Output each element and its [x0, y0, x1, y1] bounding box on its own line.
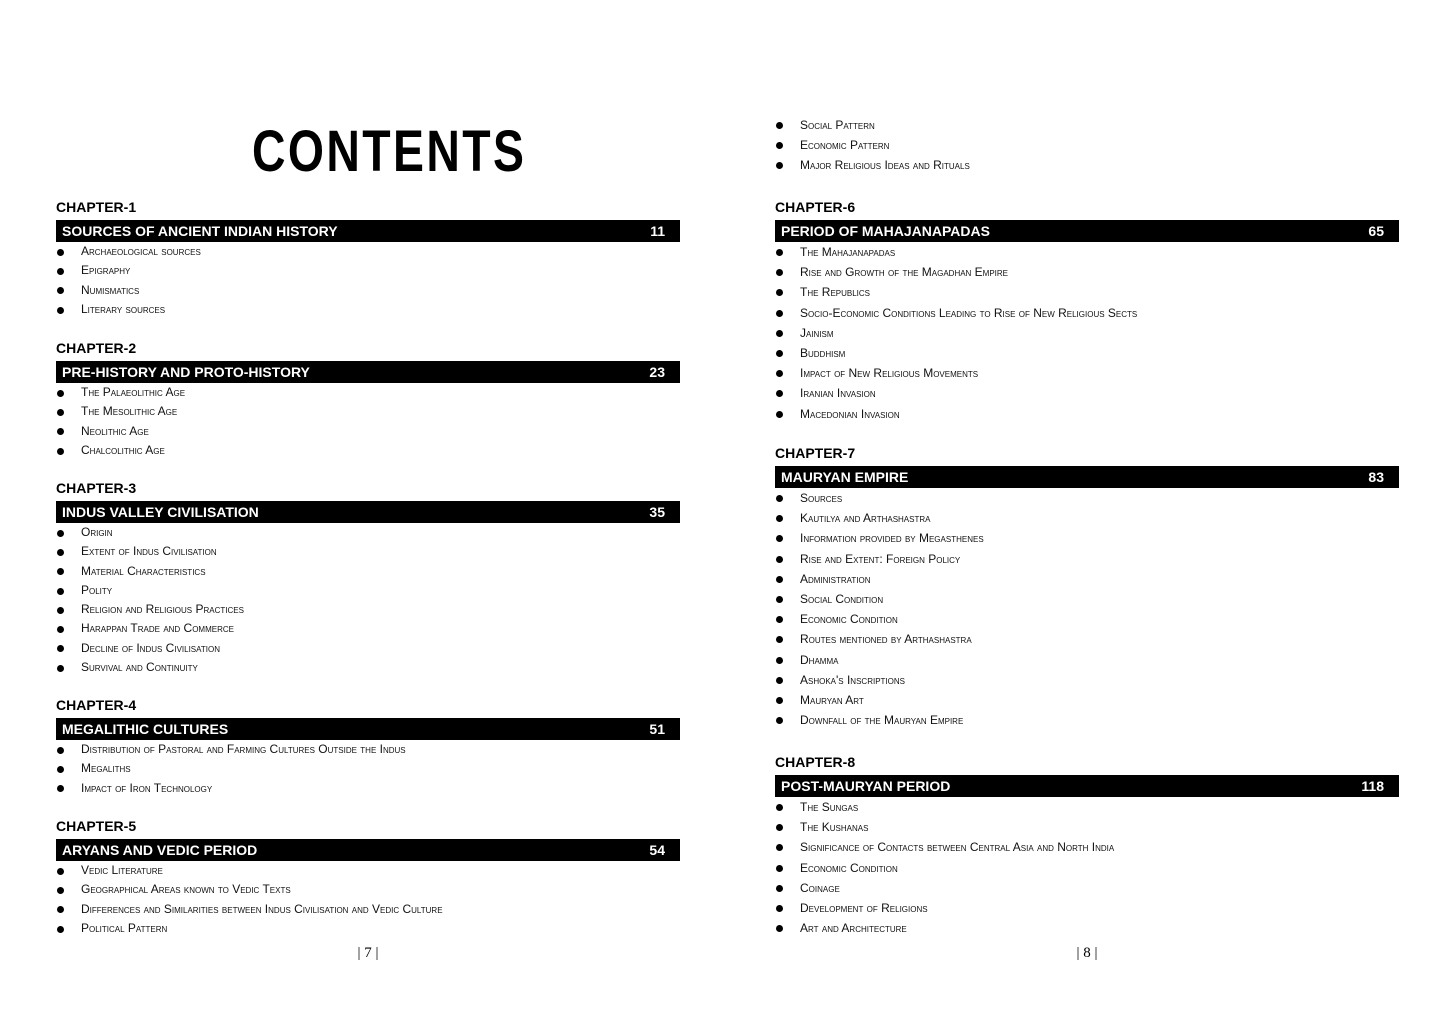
topic-item: Impact of Iron Technology — [56, 779, 680, 798]
topic-item: Ashoka's Inscriptions — [775, 670, 1399, 690]
topic-item: Iranian Invasion — [775, 383, 1399, 403]
continued-topic-list — [775, 115, 970, 176]
topic-item: Macedonian Invasion — [775, 404, 1399, 424]
chapter-section — [56, 199, 680, 319]
topic-item: Extent of Indus Civilisation — [56, 542, 680, 561]
chapter-title: PRE-HISTORY AND PROTO-HISTORY — [62, 364, 310, 380]
chapter-title-bar[interactable] — [56, 220, 680, 242]
topic-item: Social Pattern — [775, 115, 970, 135]
chapter-section — [775, 199, 1399, 424]
topic-item: Economic Pattern — [775, 135, 970, 155]
chapter-title-bar[interactable] — [775, 220, 1399, 242]
chapter-page-number: 54 — [649, 842, 665, 858]
topic-item: The Kushanas — [775, 817, 1399, 837]
chapter-title: ARYANS AND VEDIC PERIOD — [62, 842, 258, 858]
chapter-page-number: 118 — [1361, 778, 1384, 794]
topic-item: Art and Architecture — [775, 918, 1399, 938]
topic-item: Downfall of the Mauryan Empire — [775, 710, 1399, 730]
chapter-label: CHAPTER-5 — [56, 818, 137, 834]
topic-item: Information provided by Megasthenes — [775, 528, 1399, 548]
topic-list — [775, 242, 1399, 424]
chapter-page-number: 51 — [649, 721, 665, 737]
chapter-title: MEGALITHIC CULTURES — [62, 721, 229, 737]
topic-item: Origin — [56, 523, 680, 542]
chapter-title: POST-MAURYAN PERIOD — [781, 778, 951, 794]
topic-list — [56, 383, 680, 460]
topic-item: Economic Condition — [775, 609, 1399, 629]
topic-item: Coinage — [775, 878, 1399, 898]
chapter-title-bar[interactable] — [775, 466, 1399, 488]
topic-item: Economic Condition — [775, 858, 1399, 878]
topic-item: Socio-Economic Conditions Leading to Rise of New Religious Sects — [775, 303, 1399, 323]
chapter-section — [56, 480, 680, 677]
topic-item: Kautilya and Arthashastra — [775, 508, 1399, 528]
chapter-page-number: 65 — [1368, 223, 1384, 239]
topic-item: Archaeological sources — [56, 242, 680, 261]
topic-item: Numismatics — [56, 281, 680, 300]
chapter-section — [775, 754, 1399, 938]
topic-item: Religion and Religious Practices — [56, 600, 680, 619]
topic-item: Social Condition — [775, 589, 1399, 609]
topic-list — [56, 740, 680, 798]
chapter-section — [56, 697, 680, 798]
topic-item: Dhamma — [775, 650, 1399, 670]
chapter-label: CHAPTER-1 — [56, 199, 137, 215]
topic-item: Routes mentioned by Arthashastra — [775, 629, 1399, 649]
topic-item: Megaliths — [56, 759, 680, 778]
topic-item: Buddhism — [775, 343, 1399, 363]
chapter-section — [56, 818, 680, 938]
chapter-title: PERIOD OF MAHAJANAPADAS — [781, 223, 990, 239]
chapter-label: CHAPTER-2 — [56, 340, 137, 356]
chapter-title-bar[interactable] — [56, 718, 680, 740]
topic-item: Decline of Indus Civilisation — [56, 639, 680, 658]
chapter-title: INDUS VALLEY CIVILISATION — [62, 504, 259, 520]
chapter-title-bar[interactable] — [56, 501, 680, 523]
topic-item: Sources — [775, 488, 1399, 508]
topic-item: Geographical Areas known to Vedic Texts — [56, 880, 680, 899]
chapter-section — [775, 445, 1399, 730]
topic-list — [56, 861, 680, 938]
topic-item: The Mahajanapadas — [775, 242, 1399, 262]
topic-item: Distribution of Pastoral and Farming Cultures Outside the Indus — [56, 740, 680, 759]
topic-item: Impact of New Religious Movements — [775, 363, 1399, 383]
chapter-page-number: 35 — [649, 504, 665, 520]
chapter-label: CHAPTER-6 — [775, 199, 856, 215]
chapter-page-number: 23 — [649, 364, 665, 380]
topic-item: Material Characteristics — [56, 562, 680, 581]
topic-item: The Palaeolithic Age — [56, 383, 680, 402]
chapter-title: SOURCES OF ANCIENT INDIAN HISTORY — [62, 223, 338, 239]
chapter-label: CHAPTER-7 — [775, 445, 856, 461]
topic-item: Neolithic Age — [56, 422, 680, 441]
topic-item: Survival and Continuity — [56, 658, 680, 677]
topic-item: Development of Religions — [775, 898, 1399, 918]
chapter-title: MAURYAN EMPIRE — [781, 469, 909, 485]
topic-item: Major Religious Ideas and Rituals — [775, 155, 970, 175]
topic-item: The Sungas — [775, 797, 1399, 817]
page-number: | 8 | — [1076, 945, 1098, 961]
chapter-page-number: 11 — [650, 223, 665, 239]
chapter-title-bar[interactable] — [56, 361, 680, 383]
topic-item: Literary sources — [56, 300, 680, 319]
topic-item: Harappan Trade and Commerce — [56, 619, 680, 638]
topic-item: The Mesolithic Age — [56, 402, 680, 421]
chapter-label: CHAPTER-3 — [56, 480, 137, 496]
topic-list — [775, 797, 1399, 938]
chapter-label: CHAPTER-4 — [56, 697, 137, 713]
topic-item: Epigraphy — [56, 261, 680, 280]
topic-item: Rise and Extent: Foreign Policy — [775, 549, 1399, 569]
topic-list — [775, 488, 1399, 730]
topic-item: Differences and Similarities between Indus Civilisation and Vedic Culture — [56, 900, 680, 919]
topic-item: Mauryan Art — [775, 690, 1399, 710]
chapter-title-bar[interactable] — [775, 775, 1399, 797]
topic-item: Polity — [56, 581, 680, 600]
topic-item: Significance of Contacts between Central Asia and North India — [775, 837, 1399, 857]
topic-item: Administration — [775, 569, 1399, 589]
chapter-title-bar[interactable] — [56, 839, 680, 861]
topic-item: Political Pattern — [56, 919, 680, 938]
topic-item: The Republics — [775, 282, 1399, 302]
page-title: CONTENTS — [252, 119, 527, 184]
chapter-section — [56, 340, 680, 460]
page-number: | 7 | — [357, 945, 379, 961]
chapter-label: CHAPTER-8 — [775, 754, 856, 770]
topic-item: Chalcolithic Age — [56, 441, 680, 460]
topic-item: Jainism — [775, 323, 1399, 343]
topic-list — [56, 242, 680, 319]
chapter-page-number: 83 — [1368, 469, 1384, 485]
topic-item: Rise and Growth of the Magadhan Empire — [775, 262, 1399, 282]
topic-list — [56, 523, 680, 677]
topic-item: Vedic Literature — [56, 861, 680, 880]
